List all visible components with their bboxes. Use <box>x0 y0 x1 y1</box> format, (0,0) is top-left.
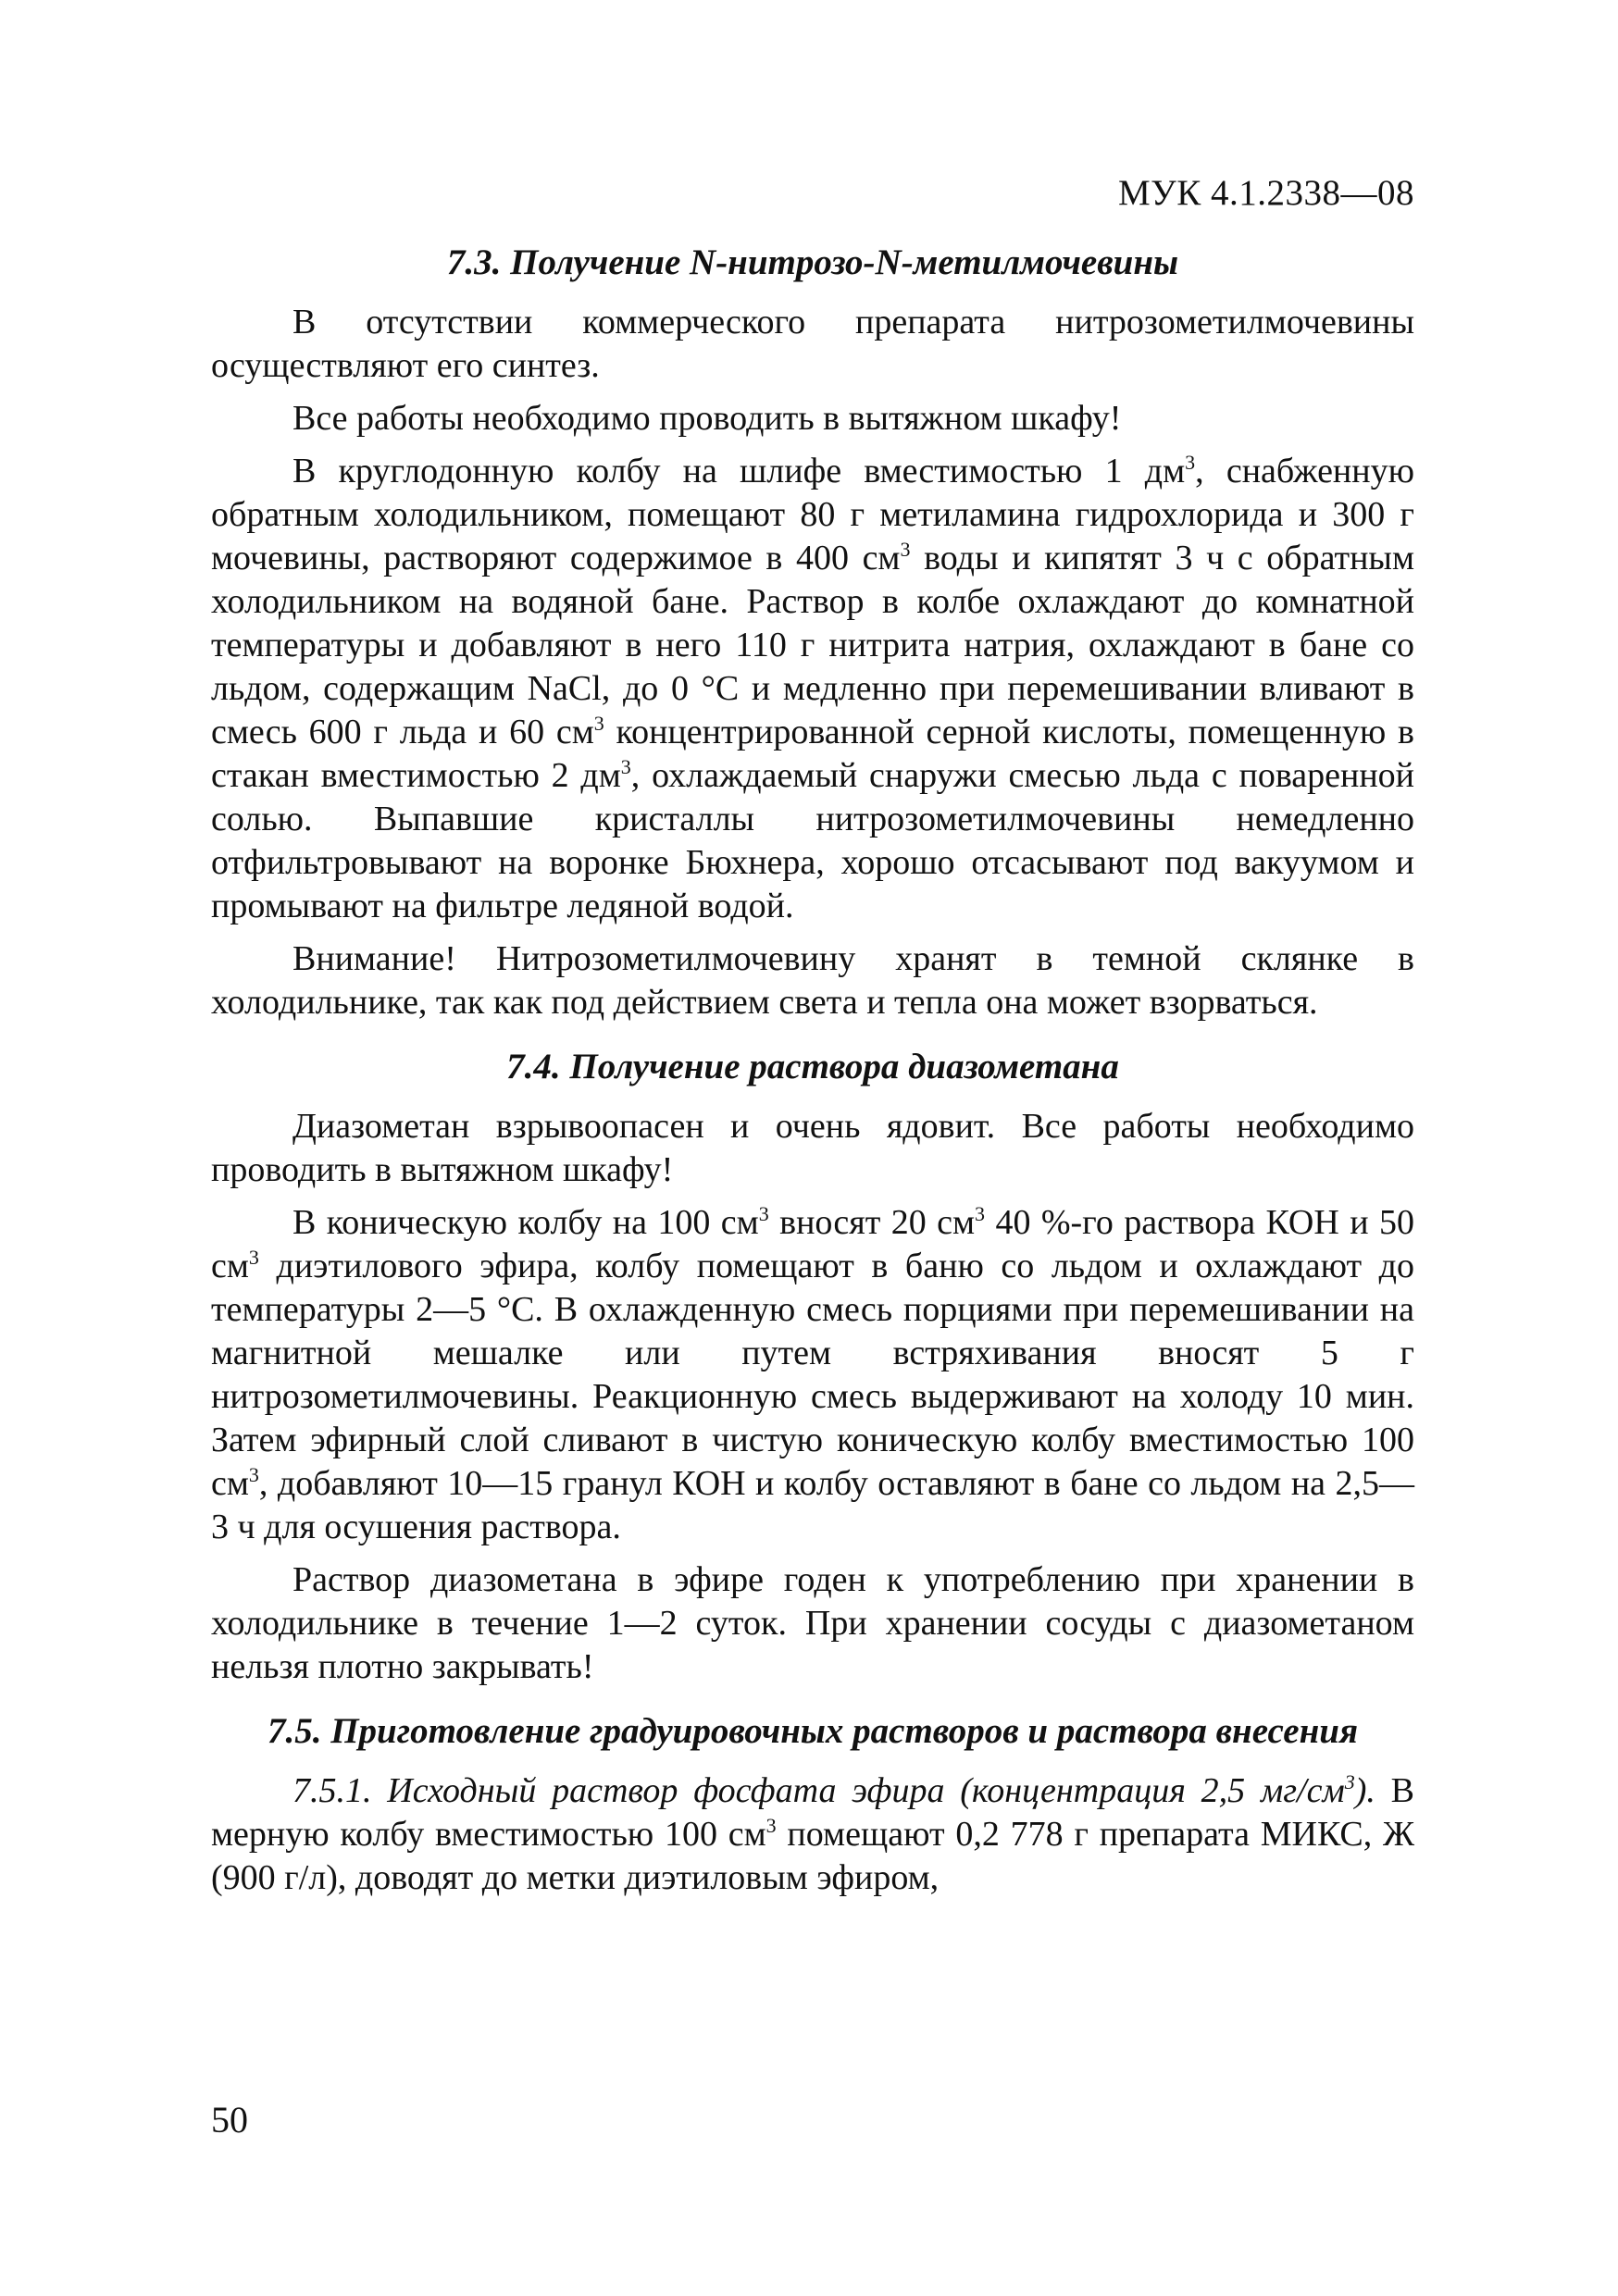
text-run: , снабженную обратным холодильником, помещают 80 г метиламина гидрохлорида и 300 г мочевины, растворяют содержимое в 400 см <box>211 452 1414 577</box>
text-run: В коническую колбу на 100 см <box>292 1203 759 1242</box>
text-run: диэтилового эфира, колбу помещают в баню со льдом и охлаждают до температуры 2—5 °С. В охлажденную смесь порциями при перемешивании на магнитной мешалке или путем встряхивания вносят 5 г нитрозометилмочевины. Реакционную смесь выдерживают на холоду 10 мин. Затем эфирный слой сливают в чистую коническую колбу вместимостью 100 см <box>211 1247 1414 1503</box>
superscript: 3 <box>1344 1770 1355 1793</box>
section-7-3-warning: Внимание! Нитрозометилмочевину хранят в темной склянке в холодильнике, так как под действием света и тепла она может взорваться. <box>211 939 1414 1022</box>
superscript: 3 <box>248 1463 259 1486</box>
text-run: вносят 20 см <box>768 1203 976 1242</box>
text-run: помещают 0,2 778 г препарата МИКС, Ж (900 г/л), доводят до метки диэтиловым эфиром, <box>211 1815 1415 1897</box>
text-run: В круглодонную колбу на шлифе вместимостью 1 дм <box>292 452 1186 490</box>
section-7-3-paragraph-3 <box>211 450 1414 928</box>
text-run: В мерную колбу вместимостью 100 см <box>211 1771 1414 1854</box>
superscript: 3 <box>248 1246 259 1269</box>
section-7-4-paragraph-2 <box>211 1201 1414 1549</box>
section-7-3-paragraph-1: В отсутствии коммерческого препарата нитрозометилмочевины осуществляют его синтез. <box>211 303 1414 385</box>
document-code: МУК 4.1.2338—08 <box>1117 173 1414 213</box>
subsection-7-5-1-heading <box>292 1771 1375 1810</box>
text-run: , добавляют 10—15 гранул КОН и колбу оставляют в бане со льдом на 2,5—3 ч для осушения раствора. <box>211 1464 1414 1546</box>
section-7-4-paragraph-1: Диазометан взрывоопасен и очень ядовит. Все работы необходимо проводить в вытяжном шкафу! <box>211 1107 1414 1189</box>
superscript: 3 <box>900 538 911 561</box>
section-7-3-title: 7.3. Получение N-нитрозо-N-метилмочевины <box>446 242 1179 282</box>
section-7-5-title: 7.5. Приготовление градуировочных растворов и раствора внесения <box>267 1711 1359 1751</box>
text-run: 7.5.1. Исходный раствор фосфата эфира (концентрация 2,5 мг/см <box>292 1771 1345 1810</box>
superscript: 3 <box>758 1202 769 1225</box>
text-run: концентрированной серной кислоты, помещенную в стакан вместимостью 2 дм <box>211 713 1414 795</box>
superscript: 3 <box>593 712 604 735</box>
page-content <box>211 171 1414 1909</box>
section-7-4-title: 7.4. Получение раствора диазометана <box>506 1047 1119 1086</box>
text-run: воды и кипятят 3 ч с обратным холодильником на водяной бане. Раствор в колбе охлаждают до комнатной температуры и добавляют в него 110 г нитрита натрия, охлаждают в бане со льдом, содержащим NaCl, до 0 °С и медленно при перемешивании вливают в смесь 600 г льда и 60 см <box>211 539 1414 751</box>
section-7-5-1-paragraph <box>211 1769 1414 1900</box>
superscript: 3 <box>620 755 631 778</box>
page-number: 50 <box>211 2099 248 2141</box>
text-run: 40 %-го раствора КОН и 50 см <box>211 1203 1414 1285</box>
superscript: 3 <box>1185 451 1196 474</box>
text-run: ). <box>1354 1771 1375 1810</box>
superscript: 3 <box>975 1202 986 1225</box>
section-7-4-paragraph-3: Раствор диазометана в эфире годен к употреблению при хранении в холодильнике в течение 1—2 суток. При хранении сосуды с диазометаном нельзя плотно закрывать! <box>211 1560 1414 1686</box>
superscript: 3 <box>765 1814 777 1837</box>
text-run: , охлаждаемый снаружи смесью льда с поваренной солью. Выпавшие кристаллы нитрозометилмочевины немедленно отфильтровывают на воронке Бюхнера, хорошо отсасывают под вакуумом и промывают на фильтре ледяной водой. <box>211 756 1414 925</box>
section-7-3-paragraph-2: Все работы необходимо проводить в вытяжном шкафу! <box>292 399 1122 438</box>
